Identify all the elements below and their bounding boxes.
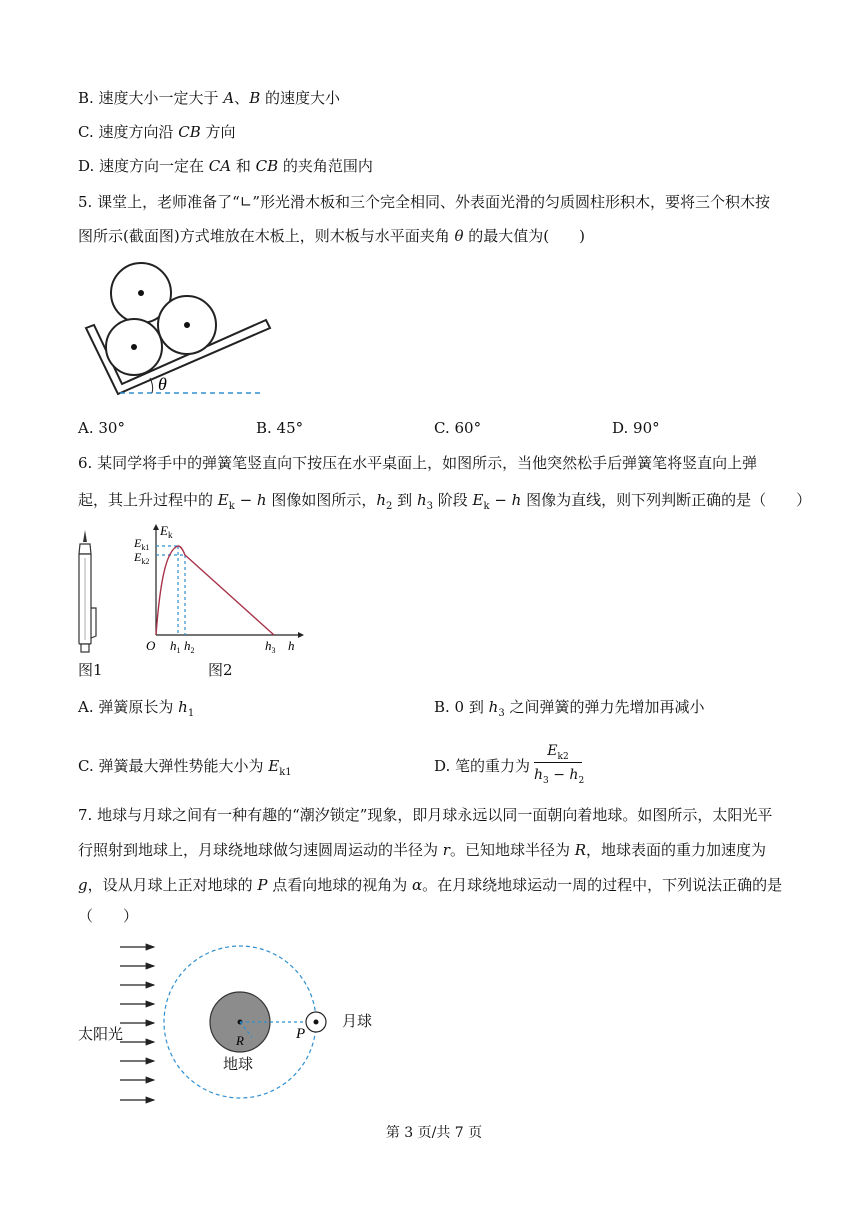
q4-option-d: D. 速度方向一定在 CA 和 CB 的夹角范围内 (78, 157, 373, 175)
svg-text:Ek: $E_k$ (160, 523, 173, 540)
page-footer: 第 3 页/共 7 页 (385, 1125, 483, 1141)
svg-text:h2: $h_2$ (184, 638, 195, 655)
q5-option-d: D. 90° (612, 419, 660, 437)
q5-option-b: B. 45° (256, 419, 304, 437)
q5-cylinder-figure (80, 260, 280, 400)
q6-option-c: C. 弹簧最大弹性势能大小为 $E_{k1}$ (78, 757, 292, 778)
spring-pen-figure (70, 528, 110, 658)
svg-text:h1: $h_1$ (170, 638, 181, 655)
theta-label: θ (158, 374, 167, 394)
q4-option-b: B. 速度大小一定大于 A、B 的速度大小 (78, 89, 340, 107)
q5-stem-line2: 图所示(截面图)方式堆放在木板上，则木板与水平面夹角 θ 的最大值为( ) (78, 227, 585, 245)
sunlight-label: 太阳光 (78, 1025, 124, 1043)
svg-text:h: h (288, 638, 295, 653)
q5-option-c: C. 60° (434, 419, 482, 437)
svg-text:Ek2: $E_{k2}$ (134, 550, 150, 566)
sunlight-arrows (120, 947, 154, 1100)
svg-text:P: P (296, 1026, 306, 1042)
q6-stem-line2: 起，其上升过程中的 $E_k - h$ 图像如图所示，$h_2$ 到 $h_3$ 阶段 $E_k - h$ 图像为直线，则下列判断正确的是（ ） (78, 491, 812, 512)
q6-fig2-label: 图2 (208, 661, 233, 679)
q7-stem-line2: 行照射到地球上，月球绕地球做匀速圆周运动的半径为 r。已知地球半径为 R，地球表面的重力加速度为 (78, 841, 767, 859)
q5-stem-line1: 5. 课堂上，老师准备了“∟”形光滑木板和三个完全相同、外表面光滑的匀质圆柱形积木，要将三个积木按 (78, 193, 770, 211)
earth-label: 地球 (223, 1055, 254, 1073)
svg-text:R: R (236, 1033, 244, 1048)
svg-text:Ek1: $E_{k1}$ (134, 536, 150, 552)
q6-option-a: A. 弹簧原长为 $h_1$ (78, 698, 195, 719)
q6-fig1-label: 图1 (78, 661, 103, 679)
q6-stem-line1: 6. 某同学将手中的弹簧笔竖直向下按压在水平桌面上，如图所示，当他突然松手后弹簧笔将竖直向上弹 (78, 454, 758, 472)
svg-text:O: O (146, 638, 156, 653)
q7-stem-line1: 7. 地球与月球之间有一种有趣的“潮汐锁定”现象，即月球永远以同一面朝向着地球。如图所示，太阳光平 (78, 806, 773, 824)
moon-label: 月球 (342, 1012, 373, 1030)
q5-option-a: A. 30° (78, 419, 125, 437)
q7-stem-line3: g，设从月球上正对地球的 P 点看向地球的视角为 α。在月球绕地球运动一周的过程中，下列说法正确的是 (78, 876, 783, 894)
ek-h-graph (128, 522, 308, 657)
q4-option-c: C. 速度方向沿 CB 方向 (78, 123, 236, 141)
ek-curve (156, 546, 274, 635)
q6-option-b: B. 0 到 $h_3$ 之间弹簧的弹力先增加再减小 (434, 698, 705, 719)
q7-stem-line4: （ ） (78, 907, 139, 925)
svg-text:h3: $h_3$ (265, 638, 276, 655)
